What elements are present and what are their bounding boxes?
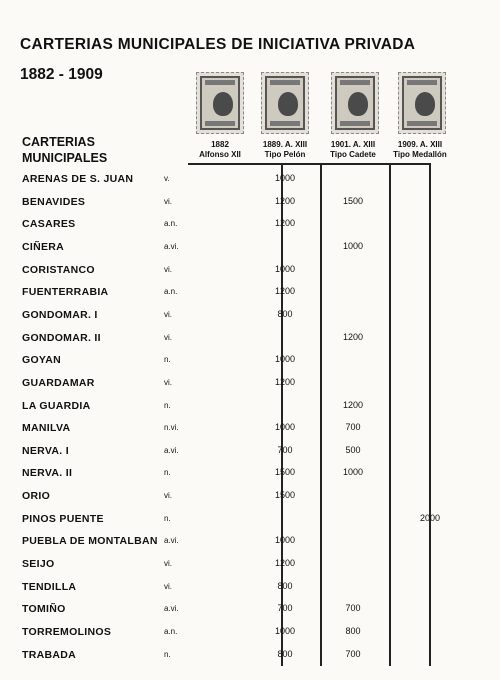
value-cell: 1000: [274, 354, 296, 365]
table-row: [0, 400, 500, 422]
carteria-name: GOYAN: [22, 354, 62, 367]
column-header-carterias: [22, 134, 107, 166]
carteria-classification: a.n.: [164, 219, 178, 229]
table-row: [0, 241, 500, 263]
column-header-1889: [250, 140, 320, 160]
table-row: [0, 513, 500, 535]
value-cell: 1000: [342, 467, 364, 478]
alfonso-xiii-pelon-stamp-icon: [261, 72, 309, 134]
carteria-classification: a.vi.: [164, 241, 179, 251]
table-row: [0, 309, 500, 331]
table-row: [0, 558, 500, 580]
value-cell: 1000: [274, 263, 296, 274]
value-cell: 2000: [419, 512, 441, 523]
carteria-classification: vi.: [164, 309, 172, 319]
value-cell: 700: [277, 603, 293, 614]
alfonso-xiii-cadete-stamp-icon: [331, 72, 379, 134]
carteria-name: TORREMOLINOS: [22, 626, 112, 638]
year-range: 1882 - 1909: [20, 66, 103, 83]
carteria-name: MANILVA: [22, 422, 71, 435]
alfonso-xii-stamp-icon: [196, 72, 244, 134]
table-row: [0, 581, 500, 603]
carteria-classification: n.: [164, 649, 171, 659]
carteria-classification: n.: [164, 355, 171, 365]
value-cell: 800: [345, 626, 361, 636]
carteria-classification: a.vi.: [164, 445, 179, 455]
value-cell: 1200: [274, 195, 296, 206]
value-cell: 700: [345, 603, 361, 614]
table-header-rule: [188, 163, 429, 165]
value-cell: 700: [345, 648, 361, 659]
column-header-1901: [318, 140, 388, 160]
value-cell: 1200: [342, 331, 364, 342]
column-type: Tipo Medallón: [393, 150, 447, 159]
value-cell: 1500: [274, 467, 296, 478]
carteria-name: SEIJO: [22, 558, 55, 571]
carteria-name: PUEBLA DE MONTALBAN: [22, 535, 158, 548]
value-cell: 700: [277, 444, 293, 455]
value-cell: 1000: [274, 626, 296, 636]
carteria-classification: vi.: [164, 332, 172, 342]
carteria-classification: v.: [164, 174, 170, 183]
column-type: Alfonso XII: [199, 150, 241, 159]
carteria-classification: a.vi.: [164, 604, 179, 614]
value-cell: 1200: [274, 558, 296, 569]
carteria-name: GUARDAMAR: [22, 376, 95, 389]
carteria-name: NERVA. II: [22, 467, 73, 480]
carteria-name: CASARES: [22, 218, 76, 231]
column-year: 1909. A. XIII: [397, 140, 443, 149]
value-cell: 1000: [274, 535, 296, 546]
carteria-name: ARENAS DE S. JUAN: [22, 173, 134, 185]
value-cell: 1000: [274, 173, 296, 183]
carteria-classification: a.n.: [164, 627, 178, 636]
table-row: [0, 535, 500, 557]
column-year: 1882: [211, 140, 229, 149]
carteria-name: TOMIÑO: [22, 603, 66, 616]
column-header-1882: [185, 140, 255, 160]
carteria-classification: vi.: [164, 196, 172, 206]
carteria-name: TENDILLA: [22, 580, 77, 593]
left-header-line2: MUNICIPALES: [22, 151, 108, 165]
table-row: [0, 286, 500, 308]
carteria-name: PINOS PUENTE: [22, 512, 104, 525]
table-row: [0, 354, 500, 376]
value-cell: 1500: [274, 490, 296, 501]
value-cell: 1000: [274, 422, 296, 433]
carteria-classification: vi.: [164, 377, 172, 387]
column-year: 1889. A. XIII: [262, 140, 308, 149]
value-cell: 1200: [274, 218, 296, 229]
alfonso-xiii-medallon-stamp-icon: [398, 72, 446, 134]
carteria-name: GONDOMAR. II: [22, 331, 101, 344]
value-cell: 800: [277, 308, 293, 319]
carteria-classification: vi.: [164, 491, 172, 501]
table-row: [0, 467, 500, 489]
carteria-name: CORISTANCO: [22, 263, 95, 276]
table-row: [0, 626, 500, 648]
carteria-name: GONDOMAR. I: [22, 308, 98, 321]
carteria-name: CIÑERA: [22, 240, 65, 253]
carteria-name: BENAVIDES: [22, 195, 86, 208]
table-row: [0, 173, 500, 195]
value-cell: 500: [345, 444, 361, 455]
column-header-1909: [385, 140, 455, 160]
table-row: [0, 649, 500, 671]
table-row: [0, 196, 500, 218]
table-row: [0, 332, 500, 354]
table-row: [0, 377, 500, 399]
carteria-name: FUENTERRABIA: [22, 286, 109, 299]
column-type: Tipo Cadete: [330, 150, 376, 159]
page-title: CARTERIAS MUNICIPALES DE INICIATIVA PRIVADA: [20, 36, 416, 53]
column-type: Tipo Pelón: [264, 150, 306, 159]
value-cell: 1200: [274, 286, 296, 297]
carteria-classification: n.: [164, 468, 171, 478]
table-row: [0, 218, 500, 240]
value-cell: 800: [277, 580, 293, 591]
value-cell: 1200: [342, 399, 364, 410]
table-row: [0, 445, 500, 467]
carteria-classification: n.vi.: [164, 423, 179, 433]
carteria-classification: a.vi.: [164, 536, 179, 546]
carteria-name: ORIO: [22, 490, 51, 503]
carteria-classification: vi.: [164, 264, 172, 274]
left-header-line1: CARTERIAS: [22, 135, 95, 149]
carteria-name: LA GUARDIA: [22, 399, 91, 412]
value-cell: 800: [277, 648, 293, 659]
table-row: [0, 422, 500, 444]
table-row: [0, 264, 500, 286]
carteria-classification: n.: [164, 513, 171, 523]
value-cell: 1000: [342, 240, 364, 251]
carteria-name: TRABADA: [22, 648, 77, 661]
table-row: [0, 603, 500, 625]
table-row: [0, 490, 500, 512]
carteria-classification: a.n.: [164, 287, 178, 297]
carteria-classification: vi.: [164, 559, 172, 569]
carteria-classification: n.: [164, 400, 171, 410]
carteria-classification: vi.: [164, 581, 172, 591]
column-year: 1901. A. XIII: [330, 140, 376, 149]
carteria-name: NERVA. I: [22, 444, 69, 457]
value-cell: 700: [345, 422, 361, 433]
value-cell: 1500: [342, 195, 364, 206]
value-cell: 1200: [274, 376, 296, 387]
